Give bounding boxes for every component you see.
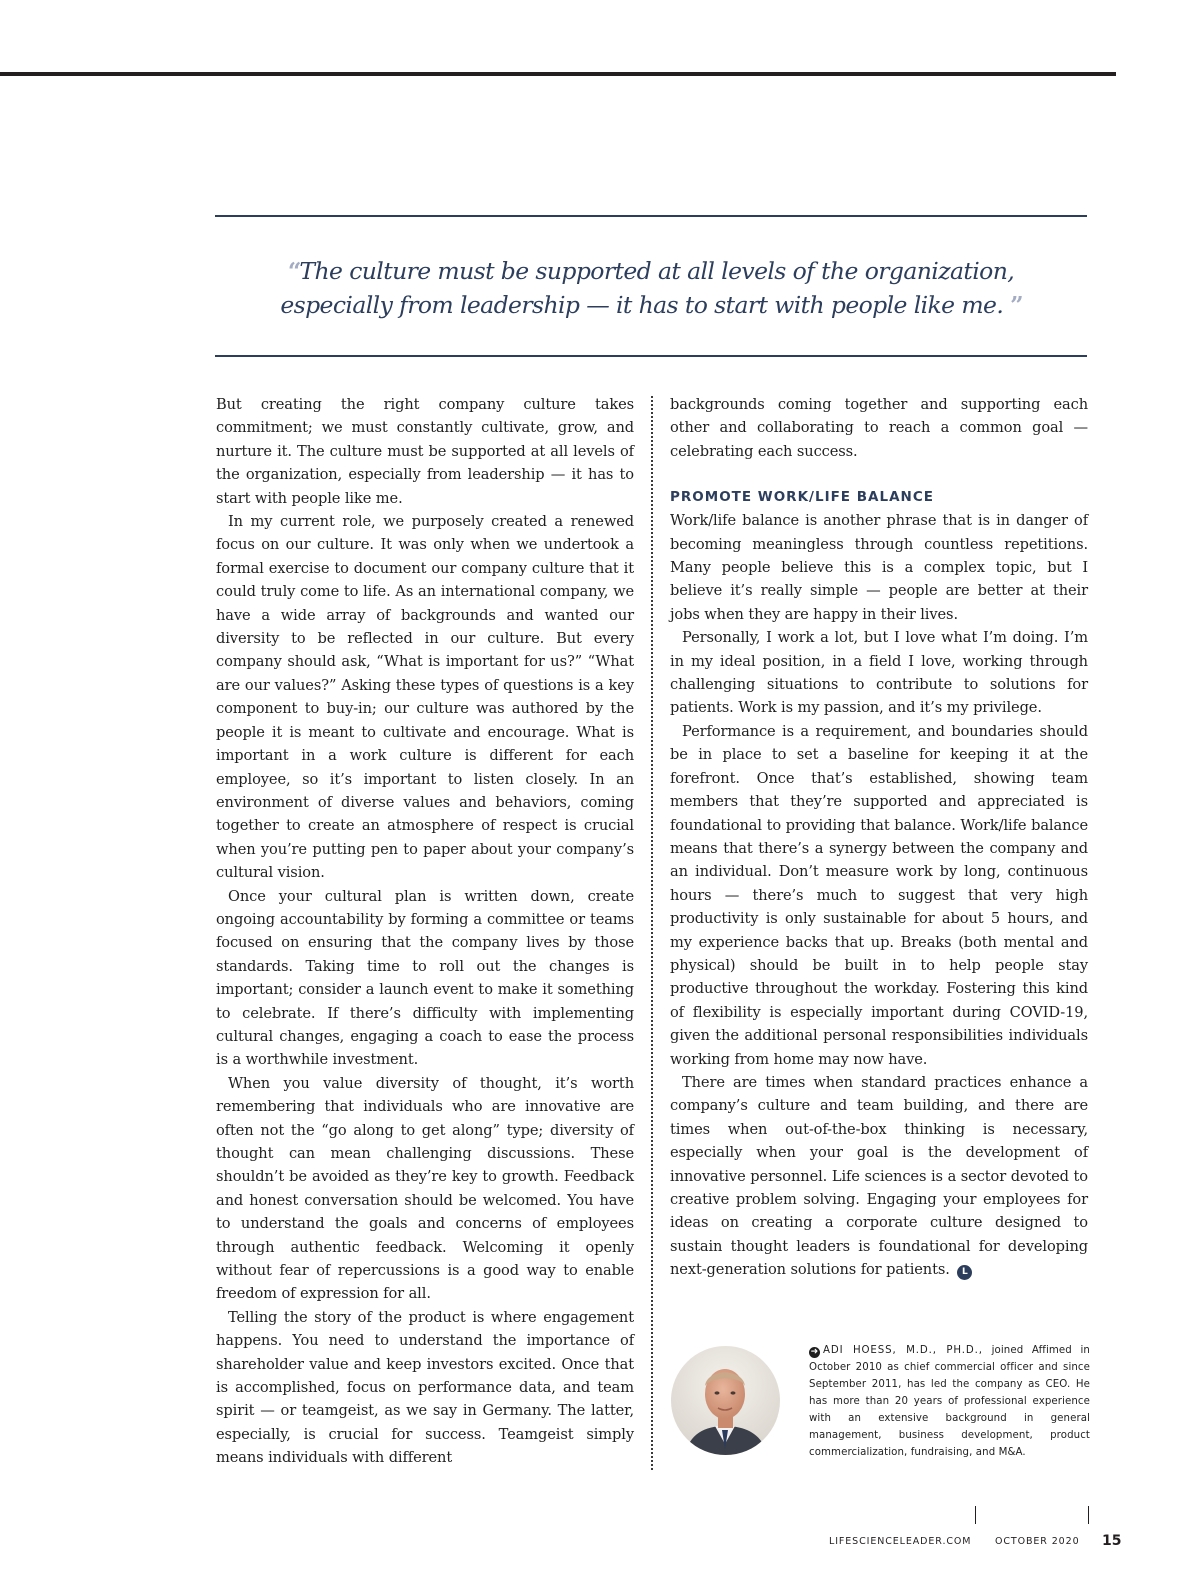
paragraph-last: [670, 1071, 1088, 1282]
footer-date: OCTOBER 2020: [995, 1536, 1080, 1547]
author-name: ADI HOESS, M.D., PH.D.,: [823, 1345, 983, 1356]
footer-divider: [975, 1506, 976, 1524]
pullquote-rule-bottom: [215, 355, 1087, 357]
right-column: [670, 393, 1088, 1282]
page-number: 15: [1102, 1533, 1122, 1549]
paragraph: Performance is a requirement, and boundaries should be in place to set a baseline for keeping it at the forefront. Once that’s established, showing team members that they’re supported and appreciated is foundational to providing that balance. Work/life balance means that there’s a synergy between the company and an individual. Don’t measure work by long, continuous hours — there’s much to suggest that very high productivity is only sustainable for about 5 hours, and my experience backs that up. Breaks (both mental and physical) should be built in to help people stay productive throughout the workday. Fostering this kind of flexibility is especially important during COVID-19, given the additional personal responsibilities individuals working from home may now have.: [670, 722, 1088, 1068]
top-rule: [0, 72, 1116, 76]
section-heading: PROMOTE WORK/LIFE BALANCE: [670, 489, 934, 506]
arrow-right-circle-icon: ➜: [810, 1347, 819, 1357]
author-bio: [809, 1342, 1090, 1461]
paragraph-text: There are times when standard practices enhance a company’s culture and team building, and there are times when out-of-the-box thinking is necessary, especially when your goal is the development of innovative personnel. Life sciences is a sector devoted to creative problem solving. Engaging your employees for ideas on creating a corporate culture designed to sustain thought leaders is foundational for developing next-generation solutions for patients.: [670, 1073, 1088, 1279]
paragraph: Telling the story of the product is where engagement happens. You need to understand the importance of shareholder value and keep investors excited. Once that is accomplished, focus on performance data, and team spirit — or teamgeist, as we say in Germany. The latter, especially, is crucial for success. Teamgeist simply means individuals with different: [216, 1308, 634, 1467]
author-photo: [671, 1346, 780, 1455]
column-divider: [651, 396, 653, 1470]
pullquote-line-2: especially from leadership — it has to start with people like me.: [280, 291, 1004, 319]
paragraph: When you value diversity of thought, it’s worth remembering that individuals who are innovative are often not the “go along to get along” type; diversity of thought can mean challenging discussions. These shouldn’t be avoided as they’re key to growth. Feedback and honest conversation should be welcomed. You have to understand the goals and concerns of employees through authentic feedback. Welcoming it openly without fear of repercussions is a good way to enable freedom of expression for all.: [216, 1074, 634, 1303]
author-portrait-icon: [671, 1346, 780, 1455]
paragraph: backgrounds coming together and supporting each other and collaborating to reach a common goal — celebrating each success.: [670, 396, 1088, 460]
footer-divider: [1088, 1506, 1089, 1524]
footer-site: LIFESCIENCELEADER.COM: [829, 1536, 972, 1547]
close-quote-icon: ”: [1010, 291, 1022, 319]
paragraph: But creating the right company culture takes commitment; we must constantly cultivate, grow, and nurture it. The culture must be supported at all levels of the organization, especially from leadership — it has to start with people like me.: [216, 396, 634, 507]
end-of-article-icon: L: [957, 1265, 972, 1280]
open-quote-icon: “: [287, 257, 300, 285]
pullquote-line-1: The culture must be supported at all levels of the organization,: [299, 257, 1015, 285]
pullquote: [215, 254, 1087, 322]
paragraph: In my current role, we purposely created a renewed focus on our culture. It was only when we undertook a formal exercise to document our company culture that it could truly come to life. As an international company, we have a wide array of backgrounds and wanted our diversity to be reflected in our culture. But every company should ask, “What is important for us?” “What are our values?” Asking these types of questions is a key component to buy-in; our culture was authored by the people it is meant to cultivate and encourage. What is important in a work culture is different for each employee, so it’s important to listen closely. In an environment of diverse values and behaviors, coming together to create an atmosphere of respect is crucial when you’re putting pen to paper about your company’s cultural vision.: [216, 513, 634, 882]
paragraph: Work/life balance is another phrase that is in danger of becoming meaningless through countless repetitions. Many people believe this is a complex topic, but I believe it’s really simple — people are better at their jobs when they are happy in their lives.: [670, 512, 1088, 623]
pullquote-rule-top: [215, 215, 1087, 217]
paragraph: Once your cultural plan is written down, create ongoing accountability by forming a committee or teams focused on ensuring that the company lives by those standards. Taking time to roll out the changes is important; consider a launch event to make it something to celebrate. If there’s difficulty with implementing cultural changes, engaging a coach to ease the process is a worthwhile investment.: [216, 887, 634, 1069]
author-bio-text: joined Affimed in October 2010 as chief commercial officer and since September 2011, has led the company as CEO. He has more than 20 years of professional experience with an extensive background in general management, business development, product commercialization, fundraising, and M&A.: [809, 1345, 1090, 1458]
left-column: [216, 393, 634, 1470]
paragraph: Personally, I work a lot, but I love what I’m doing. I’m in my ideal position, in a field I love, working through challenging situations to contribute to solutions for patients. Work is my passion, and it’s my privilege.: [670, 629, 1088, 717]
